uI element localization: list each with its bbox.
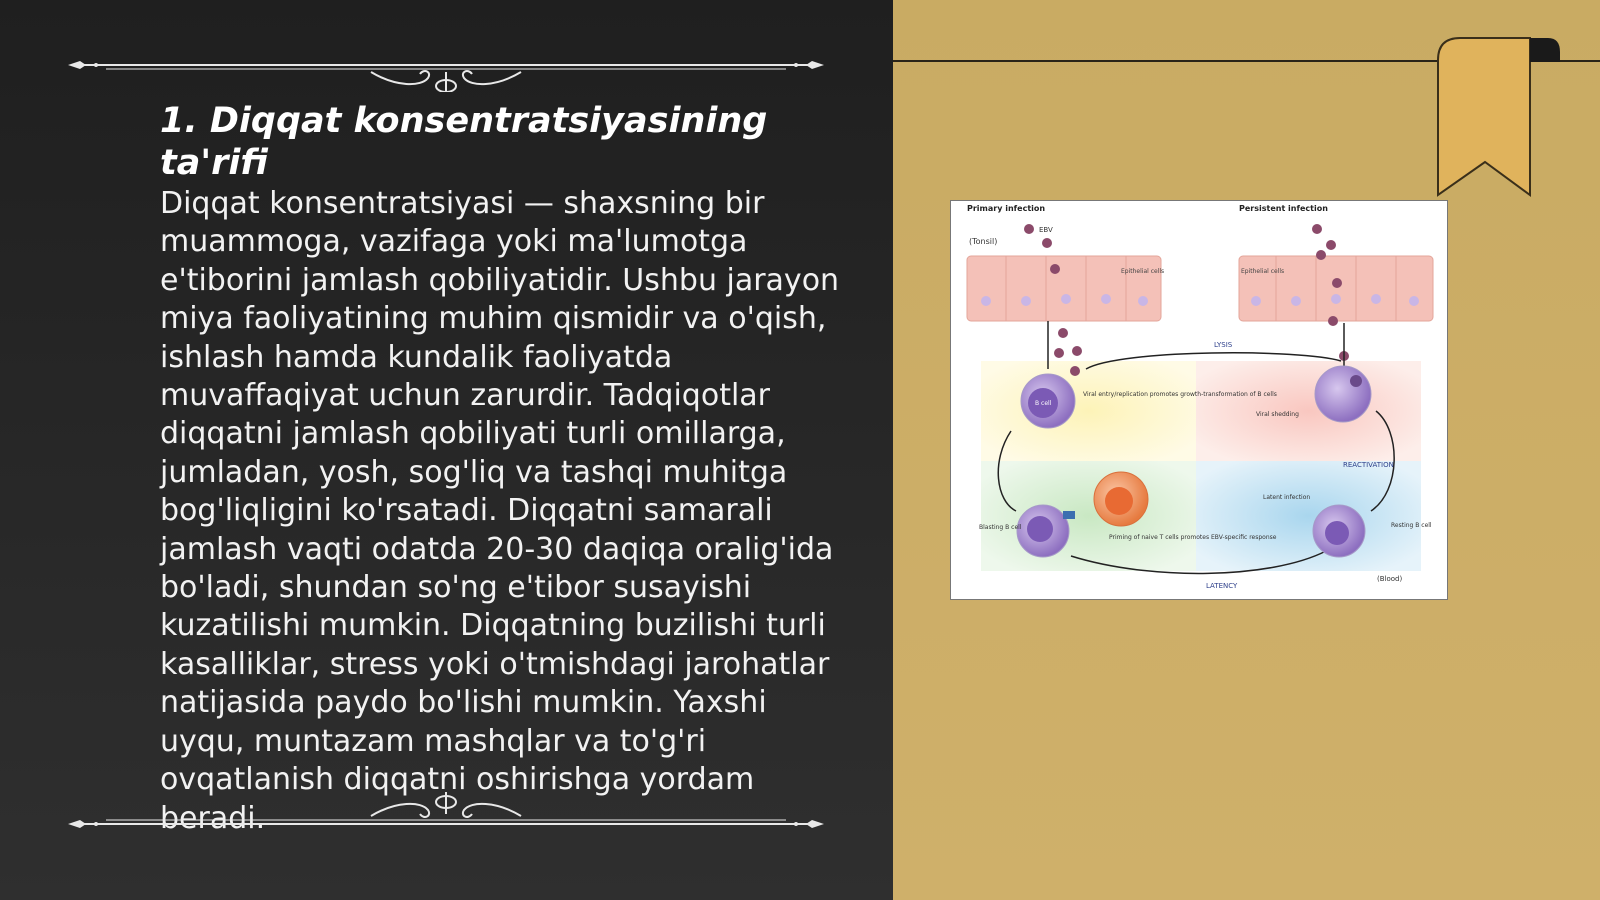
lysis-label: LYSIS (1214, 341, 1233, 349)
latency-label: LATENCY (1206, 582, 1238, 590)
b-cell-label: B cell (1035, 400, 1052, 407)
shedding-cell (1315, 366, 1371, 422)
persistent-infection-label: Persistent infection (1239, 204, 1328, 213)
ebv-infection-figure (950, 200, 1448, 600)
latent-infection-label: Latent infection (1263, 494, 1311, 501)
quadrant-blue (1196, 461, 1421, 571)
bookmark-ribbon (1430, 30, 1600, 200)
top-ornament (66, 42, 826, 92)
t-cell (1094, 472, 1148, 526)
epithelium-right (1239, 256, 1433, 321)
epithelial-cells-left-label: Epithelial cells (1121, 268, 1165, 275)
quadrant-green (981, 461, 1196, 571)
ebv-label: EBV (1039, 226, 1053, 234)
quadrant-red (1196, 361, 1421, 461)
reactivation-label: REACTIVATION (1343, 461, 1394, 469)
tonsil-label: (Tonsil) (969, 237, 998, 246)
slide-body-text: Diqqat konsentratsiyasi — shaxsning bir muammoga, vazifaga yoki ma'lumotga e'tiborini jamlash qobiliyatidir. Ushbu jarayon miya faoliyatining muhim qismidir va o'qish, ishlash hamda kundalik faoliyatda muvaffaqiyat uchun zarurdir. Tadqiqotlar diqqatni jamlash qobiliyati turli omillarga, jumladan, yosh, sog'liq va tashqi muhitga bog'liqligini ko'rsatadi. Diqqatni samarali jamlash vaqti odatda 20-30 daqiqa oralig'ida bo'ladi, shundan so'ng e'tibor susayishi kuzatilishi mumkin. Diqqatning buzilishi turli kasalliklar, stress yoki o'tmishdagi jarohatlar natijasida paydo bo'lishi mumkin. Yaxshi uyqu, muntazam mashqlar va to'g'ri ovqatlanish diqqatni oshirishga yordam beradi. (160, 186, 840, 836)
quadrant-yellow (981, 361, 1196, 461)
viral-shedding-label: Viral shedding (1256, 411, 1299, 418)
bottom-ornament (66, 786, 826, 836)
epithelial-cells-right-label: Epithelial cells (1241, 268, 1285, 275)
blasting-b-cell-label: Blasting B cell (979, 524, 1022, 531)
priming-label: Priming of naive T cells promotes EBV-specific response (1109, 534, 1277, 541)
epithelium-left (967, 256, 1161, 321)
primary-infection-label: Primary infection (967, 204, 1046, 213)
resting-b-cell-label: Resting B cell (1391, 522, 1432, 529)
resting-b-cell (1313, 505, 1365, 557)
slide-title: 1. Diqqat konsentratsiyasining ta'rifi (160, 101, 768, 183)
viral-entry-label: Viral entry/replication promotes growth-transformation of B cells (1083, 391, 1277, 398)
blood-label: (Blood) (1377, 575, 1403, 583)
